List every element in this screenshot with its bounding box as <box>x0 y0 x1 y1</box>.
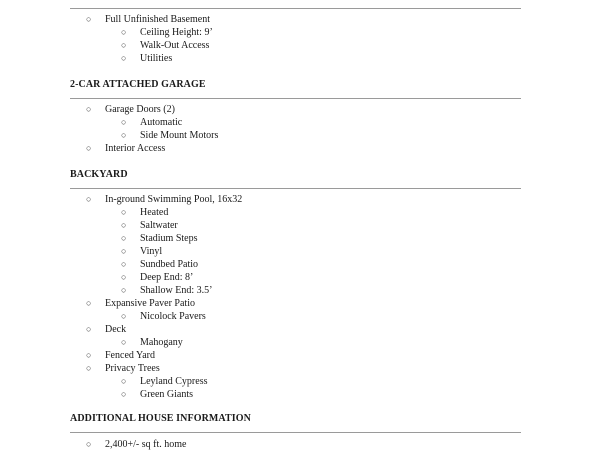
hollow-circle-icon: ○ <box>86 143 92 153</box>
hollow-circle-icon: ○ <box>121 233 127 243</box>
hollow-circle-icon: ○ <box>86 104 92 114</box>
hollow-circle-icon: ○ <box>86 324 92 334</box>
hollow-circle-icon: ○ <box>121 207 127 217</box>
list-item: Expansive Paver Patio <box>105 298 195 309</box>
hollow-circle-icon: ○ <box>86 298 92 308</box>
hollow-circle-icon: ○ <box>121 376 127 386</box>
list-item: Privacy Trees <box>105 363 160 374</box>
sub-list-item: Saltwater <box>140 220 178 231</box>
list-item: Fenced Yard <box>105 350 155 361</box>
sub-list-item: Deep End: 8’ <box>140 272 194 283</box>
hollow-circle-icon: ○ <box>121 259 127 269</box>
sub-list-item: Utilities <box>140 53 173 64</box>
sub-list-item: Shallow End: 3.5’ <box>140 285 213 296</box>
hollow-circle-icon: ○ <box>121 117 127 127</box>
hollow-circle-icon: ○ <box>86 350 92 360</box>
hollow-circle-icon: ○ <box>86 363 92 373</box>
sub-list-item: Walk-Out Access <box>140 40 210 51</box>
hollow-circle-icon: ○ <box>121 27 127 37</box>
section-heading-backyard: BACKYARD <box>70 169 128 180</box>
sub-list-item: Ceiling Height: 9’ <box>140 27 213 38</box>
sub-list-item: Leyland Cypress <box>140 376 208 387</box>
sub-list-item: Heated <box>140 207 169 218</box>
hollow-circle-icon: ○ <box>121 130 127 140</box>
hollow-circle-icon: ○ <box>121 40 127 50</box>
hollow-circle-icon: ○ <box>121 337 127 347</box>
sub-list-item: Automatic <box>140 117 183 128</box>
hollow-circle-icon: ○ <box>121 220 127 230</box>
list-item: In-ground Swimming Pool, 16x32 <box>105 194 243 205</box>
hollow-circle-icon: ○ <box>121 53 127 63</box>
hollow-circle-icon: ○ <box>86 439 92 449</box>
hollow-circle-icon: ○ <box>121 272 127 282</box>
hollow-circle-icon: ○ <box>86 194 92 204</box>
sub-list-item: Green Giants <box>140 389 194 400</box>
section-heading-garage: 2-CAR ATTACHED GARAGE <box>70 79 206 90</box>
hollow-circle-icon: ○ <box>121 246 127 256</box>
section-heading-additional-info: ADDITIONAL HOUSE INFORMATION <box>70 413 251 424</box>
list-item: Interior Access <box>105 143 166 154</box>
sub-list-item: Side Mount Motors <box>140 130 219 141</box>
hollow-circle-icon: ○ <box>121 311 127 321</box>
hollow-circle-icon: ○ <box>121 285 127 295</box>
sub-list-item: Vinyl <box>140 246 163 257</box>
section-divider <box>70 8 521 9</box>
sub-list-item: Stadium Steps <box>140 233 198 244</box>
hollow-circle-icon: ○ <box>121 389 127 399</box>
sub-list-item: Nicolock Pavers <box>140 311 206 322</box>
sub-list-item: Mahogany <box>140 337 183 348</box>
section-divider <box>70 432 521 433</box>
list-item: Full Unfinished Basement <box>105 14 210 25</box>
list-item: 2,400+/- sq ft. home <box>105 439 187 450</box>
sub-list-item: Sundbed Patio <box>140 259 199 270</box>
list-item: Garage Doors (2) <box>105 104 175 115</box>
list-item: Deck <box>105 324 127 335</box>
hollow-circle-icon: ○ <box>86 14 92 24</box>
section-divider <box>70 188 521 189</box>
section-divider <box>70 98 521 99</box>
